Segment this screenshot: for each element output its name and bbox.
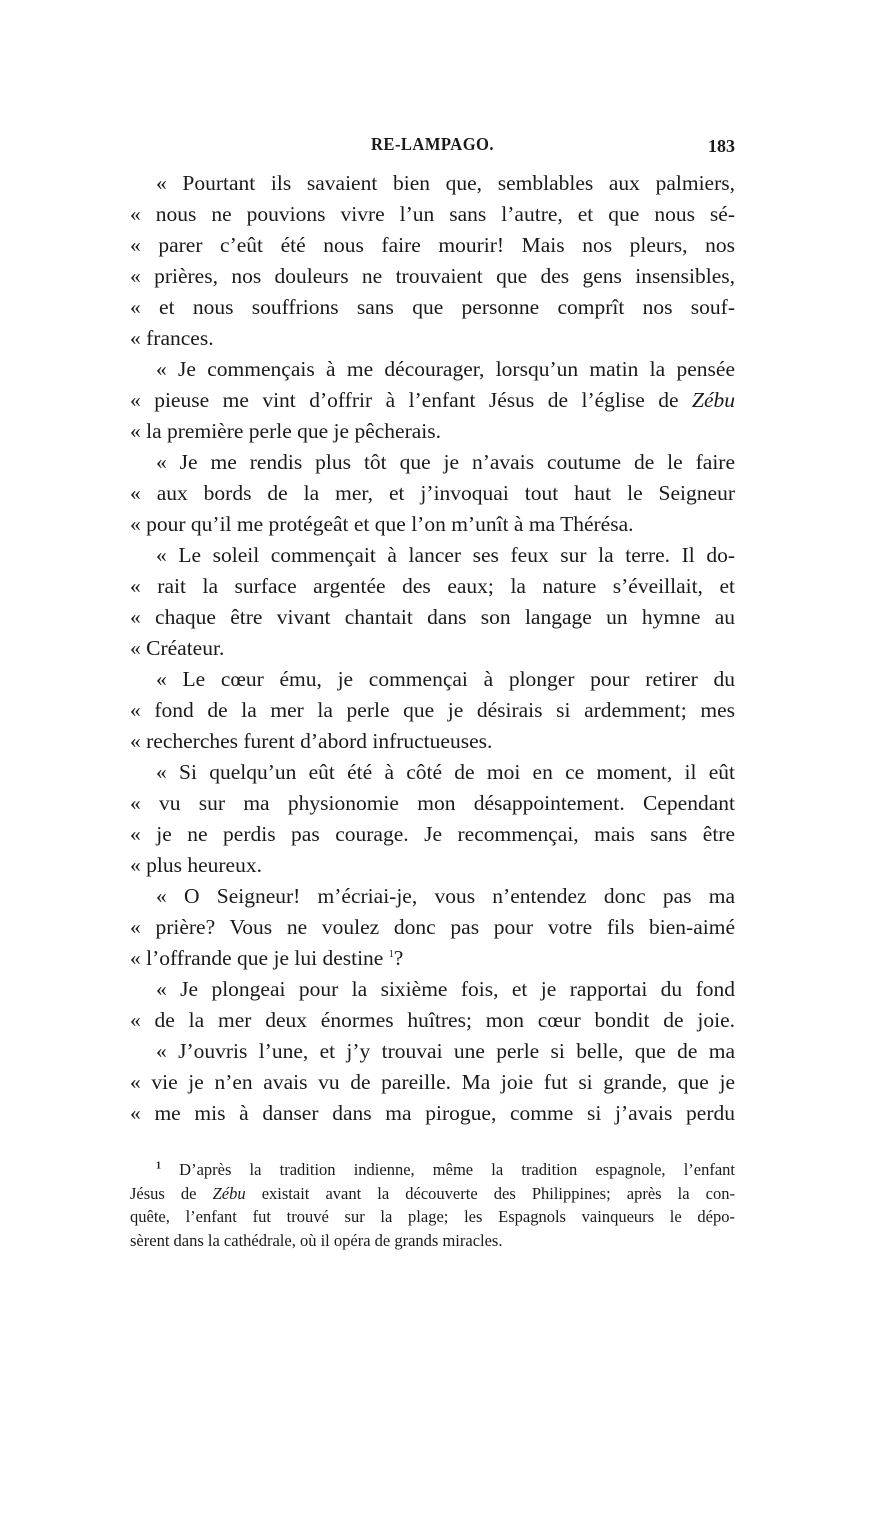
text-line: [130, 974, 735, 1005]
text-line: [130, 850, 735, 881]
text-line: [130, 881, 735, 912]
page-number: 183: [708, 136, 735, 156]
text-line: [130, 168, 735, 199]
line-text: quête, l’enfant fut trouvé sur la plage; les Espagnols vainqueurs le dépo-: [130, 1207, 735, 1226]
text-line: [130, 1098, 735, 1129]
line-text: « Je me rendis plus tôt que je n’avais coutume de le faire: [156, 450, 735, 474]
line-text: « Créateur.: [130, 636, 225, 660]
line-text: « recherches furent d’abord infructueuses.: [130, 729, 493, 753]
line-text: sèrent dans la cathédrale, où il opéra de grands miracles.: [130, 1230, 503, 1250]
line-text: « pour qu’il me protégeât et que l’on m’unît à ma Thérésa.: [130, 512, 634, 536]
footnote-reference: 1: [388, 948, 394, 960]
footnote: [130, 1158, 735, 1252]
line-text: Jésus de: [130, 1183, 213, 1203]
line-text: « de la mer deux énormes huîtres; mon cœur bondit de joie.: [130, 1008, 735, 1032]
text-line: [130, 447, 735, 478]
text-line: [130, 1158, 735, 1182]
body-text: [130, 168, 735, 1129]
text-line: [130, 819, 735, 850]
text-line: [130, 385, 735, 416]
text-line: [130, 571, 735, 602]
line-text: « Je plongeai pour la sixième fois, et je rapportai du fond: [156, 977, 735, 1001]
text-line: [130, 199, 735, 230]
text-line: [130, 788, 735, 819]
line-text: « parer c’eût été nous faire mourir! Mais nos pleurs, nos: [130, 233, 735, 257]
text-line: [130, 757, 735, 788]
line-text: « prière? Vous ne voulez donc pas pour votre fils bien-aimé: [130, 915, 735, 939]
text-line: [130, 540, 735, 571]
line-text: « rait la surface argentée des eaux; la nature s’éveillait, et: [130, 574, 735, 598]
line-text: « plus heureux.: [130, 853, 262, 877]
line-text: « et nous souffrions sans que personne comprît nos souf-: [130, 295, 735, 319]
text-line: [130, 602, 735, 633]
text-line: [130, 633, 735, 664]
line-text: D’après la tradition indienne, même la tradition espagnole, l’enfant: [161, 1160, 735, 1179]
line-text: « Pourtant ils savaient bien que, semblables aux palmiers,: [156, 171, 735, 195]
line-text: « nous ne pouvions vivre l’un sans l’autre, et que nous sé-: [130, 202, 735, 226]
line-text-after: ?: [393, 946, 404, 970]
line-text: « Le cœur ému, je commençai à plonger pour retirer du: [156, 667, 735, 691]
text-line: [130, 354, 735, 385]
text-line: [130, 1005, 735, 1036]
line-text: « vie je n’en avais vu de pareille. Ma joie fut si grande, que je: [130, 1070, 735, 1094]
text-line: [130, 1067, 735, 1098]
text-line: [130, 509, 735, 540]
line-text: « aux bords de la mer, et j’invoquai tout haut le Seigneur: [130, 481, 735, 505]
text-line: [130, 230, 735, 261]
text-line: [130, 478, 735, 509]
italic-term: Zébu: [212, 1183, 246, 1203]
text-line: [130, 695, 735, 726]
text-line: [130, 1229, 735, 1253]
text-line: [130, 943, 735, 974]
line-text: « pieuse me vint d’offrir à l’enfant Jésus de l’église de: [130, 388, 692, 412]
text-line: [130, 1182, 735, 1206]
line-text: « chaque être vivant chantait dans son langage un hymne au: [130, 605, 735, 629]
line-text: « Je commençais à me décourager, lorsqu’un matin la pensée: [156, 357, 735, 381]
text-line: [130, 726, 735, 757]
text-line: [130, 1205, 735, 1229]
line-text: « J’ouvris l’une, et j’y trouvai une perle si belle, que de ma: [156, 1039, 735, 1063]
text-line: [130, 323, 735, 354]
text-line: [130, 1036, 735, 1067]
text-line: [130, 292, 735, 323]
italic-term: Zébu: [692, 388, 735, 412]
text-line: [130, 416, 735, 447]
line-text: « fond de la mer la perle que je désirais si ardemment; mes: [130, 698, 735, 722]
line-text: « l’offrande que je lui destine: [130, 946, 389, 970]
line-text-after: existait avant la découverte des Philippines; après la con-: [245, 1183, 735, 1203]
line-text: « O Seigneur! m’écriai-je, vous n’entendez donc pas ma: [156, 884, 735, 908]
line-text: « prières, nos douleurs ne trouvaient que des gens insensibles,: [130, 264, 735, 288]
text-line: [130, 912, 735, 943]
line-text: « vu sur ma physionomie mon désappointement. Cependant: [130, 791, 735, 815]
page-header: [130, 134, 735, 160]
line-text: « la première perle que je pêcherais.: [130, 419, 441, 443]
line-text: « je ne perdis pas courage. Je recommençai, mais sans être: [130, 822, 735, 846]
line-text: « me mis à danser dans ma pirogue, comme si j’avais perdu: [130, 1101, 735, 1125]
line-text: « Si quelqu’un eût été à côté de moi en ce moment, il eût: [156, 760, 735, 784]
footnote-marker: 1: [156, 1160, 161, 1172]
running-title: RE-LAMPAGO.: [371, 134, 494, 154]
line-text: « Le soleil commençait à lancer ses feux sur la terre. Il do-: [156, 543, 735, 567]
text-line: [130, 261, 735, 292]
line-text: « frances.: [130, 326, 214, 350]
text-line: [130, 664, 735, 695]
